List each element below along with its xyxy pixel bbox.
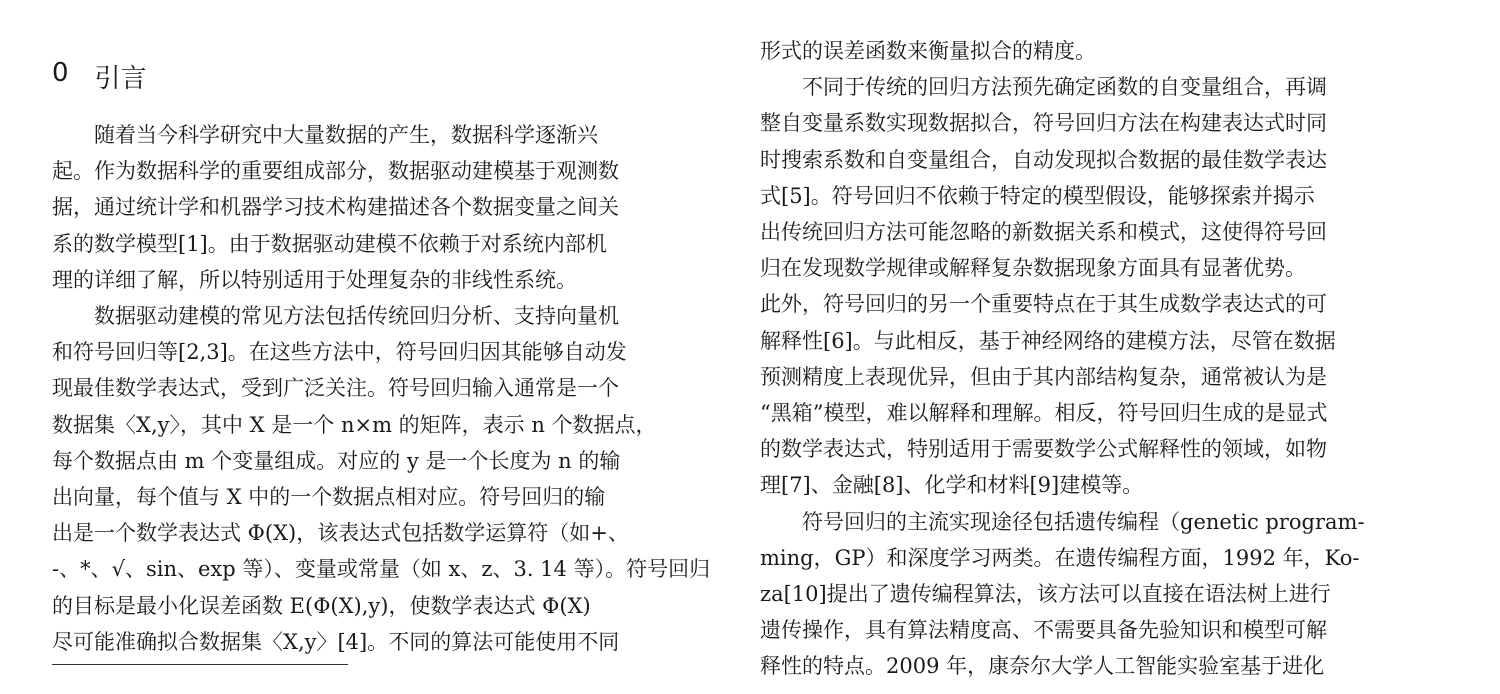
- section-title: 引言: [94, 64, 147, 94]
- right-text-line: ming，GP）和深度学习两类。在遗传编程方面，1992 年，Ko-: [760, 545, 1360, 570]
- left-text-line: 出向量，每个值与 X 中的一个数据点相对应。符号回归的输: [52, 485, 606, 509]
- left-text-line: 现最佳数学表达式，受到广泛关注。符号回归输入通常是一个: [52, 376, 619, 401]
- right-text-line: 归在发现数学规律或解释复杂数据现象方面具有显著优势。: [760, 256, 1306, 281]
- right-text-line: 解释性[6]。与此相反，基于神经网络的建模方法，尽管在数据: [760, 328, 1336, 353]
- right-text-line: za[10]提出了遗传编程算法，该方法可以直接在语法树上进行: [760, 582, 1331, 606]
- section-number: 0: [52, 58, 69, 88]
- left-text-line: -、*、√、sin、exp 等）、变量或常量（如 x、z、3. 14 等）。符号回归: [52, 557, 711, 582]
- right-text-line: “黑箱”模型，难以解释和理解。相反，符号回归生成的是显式: [760, 401, 1328, 425]
- left-text-line: 尽可能准确拟合数据集〈X,y〉[4]。不同的算法可能使用不同: [52, 629, 620, 654]
- left-text-line: 每个数据点由 m 个变量组成。对应的 y 是一个长度为 n 的输: [52, 448, 621, 473]
- right-text-line: 出传统回归方法可能忽略的新数据关系和模式，这使得符号回: [760, 220, 1327, 244]
- section-heading: [52, 58, 147, 95]
- left-text-line: 随着当今科学研究中大量数据的产生，数据科学逐渐兴: [52, 123, 598, 147]
- left-text-line: 理的详细了解，所以特别适用于处理复杂的非线性系统。: [52, 267, 577, 292]
- right-text-line: 此外，符号回归的另一个重要特点在于其生成数学表达式的可: [760, 292, 1327, 317]
- right-text-line: 符号回归的主流实现途径包括遗传编程（genetic program-: [760, 509, 1365, 534]
- right-text-line: 时搜索系数和自变量组合，自动发现拟合数据的最佳数学表达: [760, 147, 1327, 172]
- left-text-line: 起。作为数据科学的重要组成部分，数据驱动建模基于观测数: [52, 159, 619, 184]
- right-text-line: 形式的误差函数来衡量拟合的精度。: [760, 39, 1096, 63]
- left-text-line: 系的数学模型[1]。由于数据驱动建模不依赖于对系统内部机: [52, 231, 607, 256]
- left-text-line: 数据驱动建模的常见方法包括传统回归分析、支持向量机: [52, 304, 619, 328]
- left-text-line: 和符号回归等[2,3]。在这些方法中，符号回归因其能够自动发: [52, 340, 627, 365]
- right-text-line: 整自变量系数实现数据拟合，符号回归方法在构建表达式时同: [760, 111, 1327, 136]
- left-text-line: 数据集〈X,y〉，其中 X 是一个 n×m 的矩阵，表示 n 个数据点，: [52, 412, 657, 437]
- right-text-line: 遗传操作，具有算法精度高、不需要具备先验知识和模型可解: [760, 618, 1327, 643]
- left-text-line: 的目标是最小化误差函数 E(Φ(X),y)，使数学表达式 Φ(X): [52, 593, 591, 618]
- left-text-line: 据，通过统计学和机器学习技术构建描述各个数据变量之间关: [52, 195, 619, 220]
- right-text-line: 不同于传统的回归方法预先确定函数的自变量组合，再调: [760, 75, 1327, 100]
- right-text-line: 预测精度上表现优异，但由于其内部结构复杂，通常被认为是: [760, 364, 1327, 389]
- right-text-line: 式[5]。符号回归不依赖于特定的模型假设，能够探索并揭示: [760, 183, 1315, 208]
- footnote-rule: [52, 664, 348, 665]
- right-text-line: 的数学表达式，特别适用于需要数学公式解释性的领域，如物: [760, 437, 1327, 462]
- right-text-line: 理[7]、金融[8]、化学和材料[9]建模等。: [760, 473, 1144, 498]
- right-text-line: 释性的特点。2009 年，康奈尔大学人工智能实验室基于进化: [760, 654, 1325, 679]
- left-text-line: 出是一个数学表达式 Φ(X)，该表达式包括数学运算符（如+、: [52, 521, 629, 546]
